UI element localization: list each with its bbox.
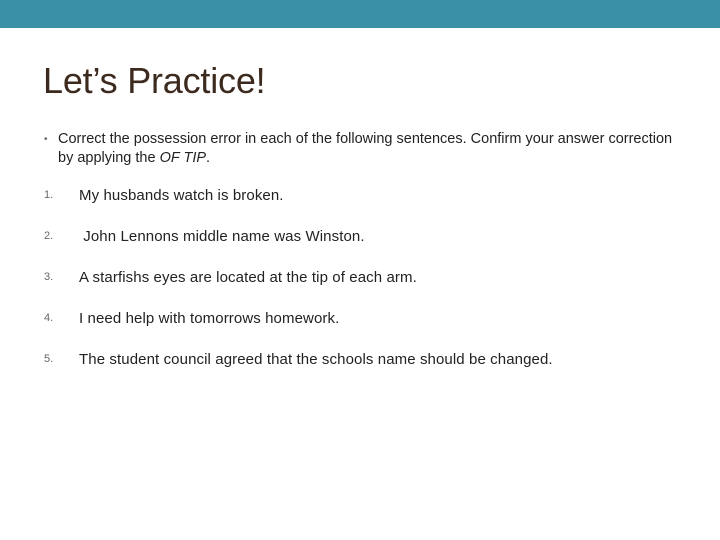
list-item [44, 187, 684, 228]
bullet-icon: • [44, 134, 48, 145]
list-item [44, 310, 684, 351]
intro-bullet-point [44, 130, 684, 168]
intro-main-text: Correct the possession error in each of the following sentences. Confirm your answer correction by applying the [58, 131, 673, 166]
intro-text [58, 130, 684, 168]
item-number: 1. [44, 189, 54, 201]
item-number: 3. [44, 271, 54, 283]
intro-suffix: . [206, 150, 211, 166]
list-item [44, 228, 684, 269]
item-sentence: I need help with tomorrows homework. [79, 310, 340, 327]
item-number: 2. [44, 230, 54, 242]
item-sentence: A starfishs eyes are located at the tip of each arm. [79, 269, 417, 286]
list-item [44, 351, 684, 392]
item-number: 5. [44, 353, 54, 365]
item-sentence: John Lennons middle name was Winston. [79, 228, 365, 245]
list-item [44, 269, 684, 310]
slide-title: Let’s Practice! [43, 60, 266, 101]
of-tip-emphasis: OF TIP [159, 150, 207, 166]
practice-sentence-list [44, 187, 684, 392]
item-sentence: The student council agreed that the schools name should be changed. [79, 351, 553, 368]
top-accent-band [0, 0, 720, 28]
item-sentence: My husbands watch is broken. [79, 187, 284, 204]
item-number: 4. [44, 312, 54, 324]
